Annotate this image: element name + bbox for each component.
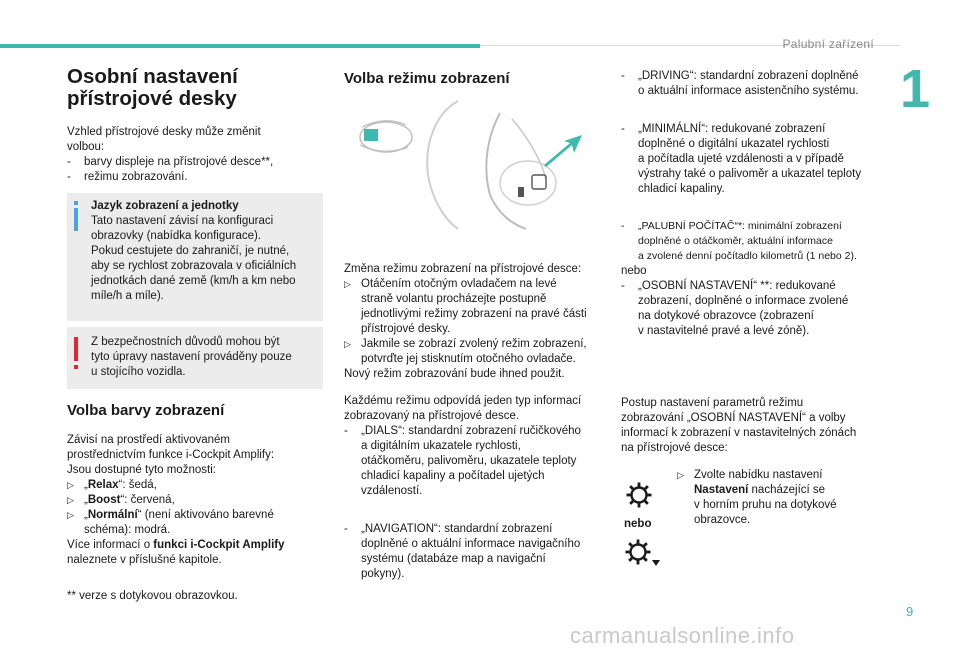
or-word: nebo	[621, 265, 647, 277]
settings-gear-dropdown-icon	[624, 538, 662, 568]
mode-item-personal: - „OSOBNÍ NASTAVENÍ“ **: redukované	[621, 280, 836, 292]
info-line: obrazovky (nabídka konfigurace).	[91, 230, 262, 242]
mode-line: v nastavitelné pravé a levé zóně).	[638, 325, 810, 337]
column-1	[67, 66, 327, 185]
section-title-mode: Volba režimu zobrazení	[344, 70, 510, 87]
step-line: Nastavení nacházející se	[694, 484, 826, 496]
step-item: ▷ Otáčením otočným ovladačem na levé	[344, 278, 557, 290]
change-intro: Změna režimu zobrazení na přístrojové desce:	[344, 263, 582, 275]
procedure-line: zobrazování „OSOBNÍ NASTAVENÍ“ a volby	[621, 412, 846, 424]
mode-line: zobrazení, doplněné o informace zvolené	[638, 295, 849, 307]
more-info-line: naleznete v příslušné kapitole.	[67, 554, 222, 566]
mode-line: a zvolené denní počítadlo kilometrů (1 nebo 2).	[638, 250, 857, 262]
modes-block	[344, 394, 606, 582]
mode-line: systému (databáze map a navigační	[361, 553, 546, 565]
step-line: potvrďte jej stisknutím otočného ovladače.	[361, 353, 576, 365]
mode-line: chladicí kapaliny a počítadel ujetých	[361, 470, 545, 482]
page-title-line1: Osobní nastavení	[67, 65, 238, 88]
step-line: v horním pruhu na dotykové	[694, 499, 837, 511]
icon-or-label: nebo	[624, 518, 652, 530]
info-line: míle/h a míle).	[91, 290, 164, 302]
mode-line: chladicí kapaliny.	[638, 183, 725, 195]
more-info-line: Více informací o funkci i-Cockpit Amplify	[67, 539, 285, 551]
mode-line: o aktuální informace asistenčního systému.	[638, 85, 859, 97]
mode-line: výstrahy také o palivoměr a ukazatel teploty	[638, 168, 862, 180]
step-line: jednotlivými režimy zobrazení na pravé části	[361, 308, 587, 320]
modes-intro: Každému režimu odpovídá jeden typ informací	[344, 395, 582, 407]
procedure-line: Postup nastavení parametrů režimu	[621, 397, 804, 409]
info-line: Tato nastavení závisí na konfiguraci	[91, 215, 274, 227]
mode-item-dials: - „DIALS“: standardní zobrazení ručičkového	[344, 425, 581, 437]
list-item: - barvy displeje na přístrojové desce**,	[67, 156, 274, 168]
column-3	[621, 69, 886, 339]
mode-line: vzdáleností.	[361, 485, 423, 497]
warning-mark-icon	[74, 337, 78, 369]
step-item: ▷ Zvolte nabídku nastavení	[677, 469, 823, 481]
step-line: straně volantu procházejte postupně	[361, 293, 547, 305]
color-option: ▷ „Boost“: červená,	[67, 494, 175, 506]
mode-item-minimal: - „MINIMÁLNÍ“: redukované zobrazení	[621, 123, 826, 135]
mode-line: doplněné o otáčkoměr, aktuální informace	[638, 235, 833, 247]
mode-item-navigation: - „NAVIGATION“: standardní zobrazení	[344, 523, 553, 535]
warning-line: tyto úpravy nastavení prováděny pouze	[91, 351, 292, 363]
intro-line: volbou:	[67, 141, 105, 153]
procedure-line: informací k zobrazení v nastavitelných zónách	[621, 427, 857, 439]
change-mode-block	[344, 262, 606, 382]
mode-line: doplněné o digitální ukazatel rychlosti	[638, 138, 830, 150]
immediate-note: Nový režim zobrazování bude ihned použit.	[344, 368, 565, 380]
mode-line: otáčkoměru, palivoměru, ukazatele teploty	[361, 455, 577, 467]
mode-line: doplněné o aktuální informace navigačního	[361, 538, 581, 550]
mode-line: na dotykové obrazovce (zobrazení	[638, 310, 814, 322]
footnote: ** verze s dotykovou obrazovkou.	[67, 590, 238, 602]
column-2	[344, 70, 606, 88]
mode-item-trip: - „PALUBNÍ POČÍTAČ“*: minimální zobrazení	[621, 220, 842, 232]
step-line: obrazovce.	[694, 514, 751, 526]
page-number: 9	[906, 604, 914, 619]
watermark: carmanualsonline.info	[570, 623, 795, 648]
color-option-cont: schéma): modrá.	[84, 524, 171, 536]
select-settings-block	[677, 468, 877, 528]
info-line: aby se rychlost zobrazovala v oficiálních	[91, 260, 297, 272]
info-line: Pokud cestujete do zahraničí, je nutné,	[91, 245, 290, 257]
section-line: prostřednictvím funkce i-Cockpit Amplify:	[67, 449, 275, 461]
color-section	[67, 402, 329, 604]
step-line: přístrojové desky.	[361, 323, 451, 335]
section-line: Jsou dostupné tyto možnosti:	[67, 464, 216, 476]
chapter-number: 1	[900, 59, 931, 119]
info-mark-icon	[74, 201, 78, 231]
color-option: ▷ „Relax“: šedá,	[67, 479, 157, 491]
procedure-line: na přístrojové desce:	[621, 442, 728, 454]
steering-wheel-illustration	[350, 95, 590, 235]
info-title: Jazyk zobrazení a jednotky	[91, 200, 239, 212]
warning-line: u stojícího vozidla.	[91, 366, 186, 378]
mode-line: pokyny).	[361, 568, 405, 580]
procedure-block	[621, 396, 886, 456]
section-title-color: Volba barvy zobrazení	[67, 402, 225, 419]
info-note-box	[67, 193, 323, 321]
mode-item-driving: - „DRIVING“: standardní zobrazení doplněné	[621, 70, 859, 82]
step-item: ▷ Jakmile se zobrazí zvolený režim zobrazení,	[344, 338, 587, 350]
chapter-title: Palubní zařízení	[782, 37, 874, 51]
section-line: Závisí na prostředí aktivovaném	[67, 434, 230, 446]
list-item: - režimu zobrazování.	[67, 171, 188, 183]
info-line: jednotkách dané země (km/h a km nebo	[91, 275, 296, 287]
warning-note-box	[67, 327, 323, 389]
color-option: ▷ „Normální“ (není aktivováno barevné	[67, 509, 274, 521]
header-accent-bar	[0, 44, 480, 48]
mode-line: a počítadla ujeté vzdálenosti a v případě	[638, 153, 844, 165]
page-title-line2: přístrojové desky	[67, 87, 237, 110]
warning-line: Z bezpečnostních důvodů mohou být	[91, 336, 280, 348]
settings-gear-icon	[625, 481, 653, 509]
modes-intro: zobrazovaný na přístrojové desce.	[344, 410, 520, 422]
mode-line: a digitálním ukazatele rychlosti,	[361, 440, 521, 452]
intro-line: Vzhled přístrojové desky může změnit	[67, 126, 261, 138]
